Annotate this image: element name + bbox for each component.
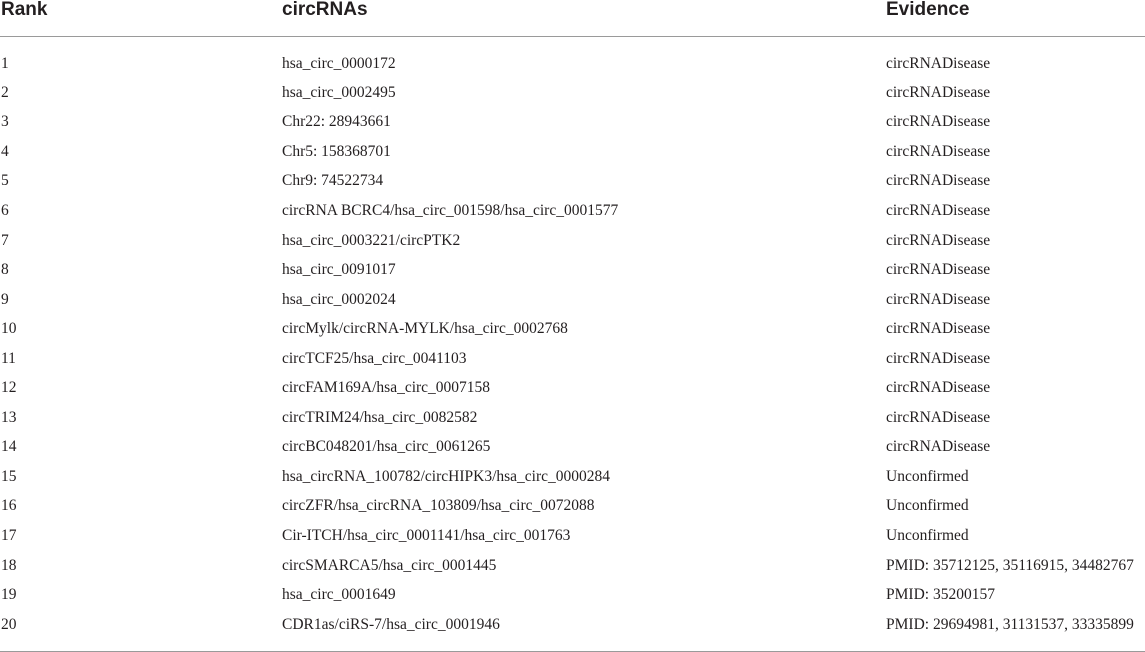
rank-cell: 17 [1,526,17,544]
table-row [0,226,1145,256]
circrna-cell: circTRIM24/hsa_circ_0082582 [282,408,478,426]
rank-cell: 3 [1,113,9,131]
rank-cell: 5 [1,172,9,190]
circrna-cell: circRNA BCRC4/hsa_circ_001598/hsa_circ_0001577 [282,201,619,219]
rank-cell: 13 [1,408,17,426]
circrna-cell: circZFR/hsa_circRNA_103809/hsa_circ_0072088 [282,497,595,515]
evidence-cell: circRNADisease [886,349,991,367]
circrna-cell: Chr5: 158368701 [282,142,391,160]
header-circrnas: circRNAs [282,0,368,20]
table-row [0,196,1145,226]
evidence-cell: circRNADisease [886,320,991,338]
evidence-cell: Unconfirmed [886,467,969,485]
table-row [0,433,1145,463]
circrna-cell: CDR1as/ciRS-7/hsa_circ_0001946 [282,615,500,633]
evidence-cell: circRNADisease [886,438,991,456]
evidence-cell: PMID: 35200157 [886,586,995,604]
circrna-cell: Chr9: 74522734 [282,172,384,190]
table-header-row [0,0,1145,37]
table-row [0,78,1145,108]
evidence-cell: circRNADisease [886,83,991,101]
evidence-cell: circRNADisease [886,408,991,426]
rank-cell: 9 [1,290,9,308]
rank-cell: 20 [1,615,17,633]
circrna-cell: circMylk/circRNA-MYLK/hsa_circ_0002768 [282,320,568,338]
rank-cell: 14 [1,438,17,456]
circrna-cell: circTCF25/hsa_circ_0041103 [282,349,467,367]
table-row [0,492,1145,522]
evidence-cell: circRNADisease [886,142,991,160]
rank-cell: 7 [1,231,9,249]
rank-cell: 16 [1,497,17,515]
circrna-cell: hsa_circ_0002495 [282,83,396,101]
table-row [0,610,1145,640]
circrna-cell: hsa_circ_0001649 [282,586,396,604]
rank-cell: 12 [1,379,17,397]
evidence-cell: circRNADisease [886,172,991,190]
rank-cell: 1 [1,54,9,72]
table-row [0,37,1145,79]
table-body [0,37,1145,640]
rank-cell: 4 [1,142,9,160]
evidence-cell: Unconfirmed [886,497,969,515]
circrna-cell: circSMARCA5/hsa_circ_0001445 [282,556,497,574]
rank-cell: 6 [1,201,9,219]
circrna-cell: Chr22: 28943661 [282,113,391,131]
table-row [0,108,1145,138]
circrna-cell: hsa_circ_0003221/circPTK2 [282,231,461,249]
table-row [0,551,1145,581]
header-rank: Rank [1,0,48,20]
circrna-cell: circFAM169A/hsa_circ_0007158 [282,379,491,397]
rank-cell: 15 [1,467,17,485]
evidence-cell: circRNADisease [886,113,991,131]
rank-cell: 10 [1,320,17,338]
evidence-cell: circRNADisease [886,379,991,397]
table-row [0,521,1145,551]
rank-cell: 8 [1,261,9,279]
table-row [0,285,1145,315]
table-row [0,403,1145,433]
table-row [0,462,1145,492]
evidence-cell: PMID: 35712125, 35116915, 34482767 [886,556,1134,574]
table-row [0,167,1145,197]
circrna-cell: hsa_circ_0002024 [282,290,396,308]
rank-cell: 2 [1,83,9,101]
table-row [0,314,1145,344]
evidence-cell: Unconfirmed [886,526,969,544]
rank-cell: 18 [1,556,17,574]
circrna-cell: hsa_circ_0000172 [282,54,396,72]
circrna-cell: Cir-ITCH/hsa_circ_0001141/hsa_circ_001763 [282,526,571,544]
table-row [0,255,1145,285]
evidence-cell: circRNADisease [886,290,991,308]
evidence-cell: circRNADisease [886,54,991,72]
circrna-cell: hsa_circ_0091017 [282,261,396,279]
rank-cell: 11 [1,349,16,367]
table-row [0,137,1145,167]
evidence-cell: circRNADisease [886,201,991,219]
evidence-cell: PMID: 29694981, 31131537, 33335899 [886,615,1134,633]
table-row [0,373,1145,403]
evidence-cell: circRNADisease [886,261,991,279]
circrna-cell: circBC048201/hsa_circ_0061265 [282,438,491,456]
circrna-cell: hsa_circRNA_100782/circHIPK3/hsa_circ_0000284 [282,467,611,485]
header-evidence: Evidence [886,0,970,20]
table-row [0,344,1145,374]
rank-cell: 19 [1,586,17,604]
table-row [0,580,1145,610]
evidence-cell: circRNADisease [886,231,991,249]
